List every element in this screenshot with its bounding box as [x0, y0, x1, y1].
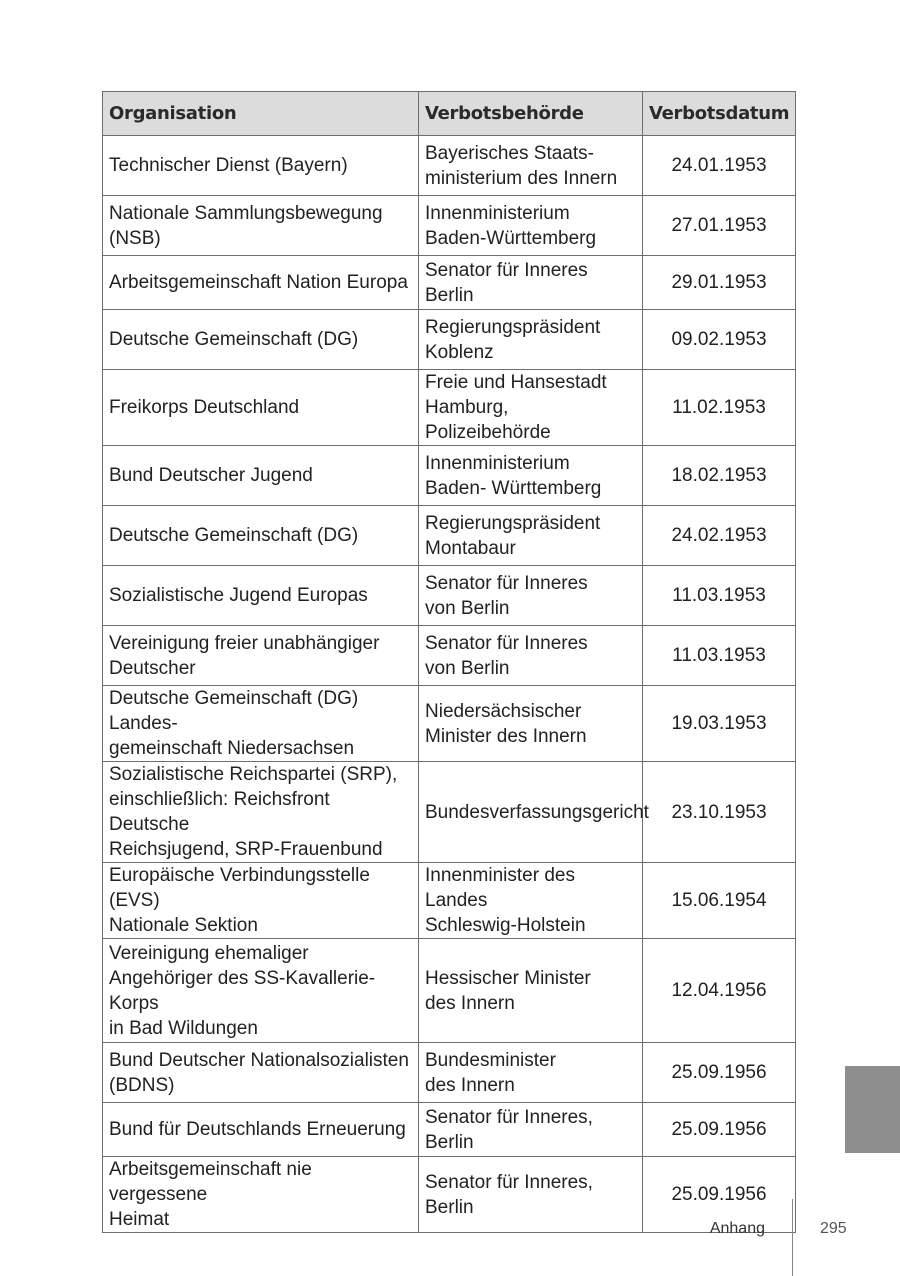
date-cell: 27.01.1953 [643, 196, 796, 256]
table-row [103, 762, 796, 863]
table-row [103, 310, 796, 370]
organisation-cell: Deutsche Gemeinschaft (DG) [103, 310, 419, 370]
table-row [103, 136, 796, 196]
table-row [103, 566, 796, 626]
organisation-cell: Sozialistische Reichspartei (SRP), einschließlich: Reichsfront Deutsche Reichsjugend, SRP-Frauenbund [103, 762, 419, 863]
authority-cell: Bayerisches Staats- ministerium des Innern [419, 136, 643, 196]
table-row [103, 370, 796, 446]
header-verbotsbehoerde: Verbotsbehörde [419, 92, 643, 136]
date-cell: 11.02.1953 [643, 370, 796, 446]
table-row [103, 1043, 796, 1103]
date-cell: 12.04.1956 [643, 939, 796, 1043]
organisation-cell: Vereinigung ehemaliger Angehöriger des SS-Kavallerie-Korps in Bad Wildungen [103, 939, 419, 1043]
authority-cell: Innenminister des Landes Schleswig-Holstein [419, 863, 643, 939]
table-row [103, 1157, 796, 1233]
authority-cell: Regierungspräsident Koblenz [419, 310, 643, 370]
header-row [103, 92, 796, 136]
date-cell: 24.02.1953 [643, 506, 796, 566]
table-row [103, 506, 796, 566]
header-organisation: Organisation [103, 92, 419, 136]
chapter-tab-marker [845, 1066, 900, 1153]
header-verbotsdatum: Verbotsdatum [643, 92, 796, 136]
authority-cell: Senator für Inneres, Berlin [419, 1157, 643, 1233]
organisation-cell: Deutsche Gemeinschaft (DG) [103, 506, 419, 566]
ban-table [102, 91, 796, 1233]
authority-cell: Niedersächsischer Minister des Innern [419, 686, 643, 762]
date-cell: 18.02.1953 [643, 446, 796, 506]
authority-cell: Regierungspräsident Montabaur [419, 506, 643, 566]
table-row [103, 939, 796, 1043]
authority-cell: Bundesminister des Innern [419, 1043, 643, 1103]
table-row [103, 256, 796, 310]
authority-cell: Senator für Inneres, Berlin [419, 1103, 643, 1157]
date-cell: 23.10.1953 [643, 762, 796, 863]
table-row [103, 626, 796, 686]
footer-divider [792, 1199, 793, 1276]
organisation-cell: Freikorps Deutschland [103, 370, 419, 446]
date-cell: 15.06.1954 [643, 863, 796, 939]
date-cell: 29.01.1953 [643, 256, 796, 310]
authority-cell: Bundesverfassungsgericht [419, 762, 643, 863]
table-body [103, 136, 796, 1233]
authority-cell: Innenministerium Baden- Württemberg [419, 446, 643, 506]
table-row [103, 196, 796, 256]
organisation-cell: Vereinigung freier unabhängiger Deutscher [103, 626, 419, 686]
authority-cell: Hessischer Minister des Innern [419, 939, 643, 1043]
table-header [103, 92, 796, 136]
authority-cell: Innenministerium Baden-Württemberg [419, 196, 643, 256]
date-cell: 11.03.1953 [643, 566, 796, 626]
organisation-cell: Sozialistische Jugend Europas [103, 566, 419, 626]
table-row [103, 1103, 796, 1157]
organisation-cell: Arbeitsgemeinschaft nie vergessene Heimat [103, 1157, 419, 1233]
authority-cell: Senator für Inneres von Berlin [419, 566, 643, 626]
organisation-cell: Technischer Dienst (Bayern) [103, 136, 419, 196]
organisation-cell: Bund Deutscher Nationalsozialisten (BDNS) [103, 1043, 419, 1103]
organisation-cell: Arbeitsgemeinschaft Nation Europa [103, 256, 419, 310]
authority-cell: Senator für Inneres Berlin [419, 256, 643, 310]
organisation-cell: Bund Deutscher Jugend [103, 446, 419, 506]
page-number: 295 [820, 1220, 847, 1237]
date-cell: 09.02.1953 [643, 310, 796, 370]
date-cell: 11.03.1953 [643, 626, 796, 686]
date-cell: 25.09.1956 [643, 1103, 796, 1157]
organisation-cell: Nationale Sammlungsbewegung (NSB) [103, 196, 419, 256]
date-cell: 25.09.1956 [643, 1157, 796, 1233]
authority-cell: Freie und Hansestadt Hamburg, Polizeibehörde [419, 370, 643, 446]
date-cell: 25.09.1956 [643, 1043, 796, 1103]
organisation-cell: Bund für Deutschlands Erneuerung [103, 1103, 419, 1157]
organisation-cell: Europäische Verbindungsstelle (EVS) Nationale Sektion [103, 863, 419, 939]
table-row [103, 863, 796, 939]
table-row [103, 686, 796, 762]
authority-cell: Senator für Inneres von Berlin [419, 626, 643, 686]
date-cell: 24.01.1953 [643, 136, 796, 196]
table-row [103, 446, 796, 506]
footer-section-label: Anhang [709, 1220, 765, 1237]
organisation-cell: Deutsche Gemeinschaft (DG) Landes- gemeinschaft Niedersachsen [103, 686, 419, 762]
date-cell: 19.03.1953 [643, 686, 796, 762]
